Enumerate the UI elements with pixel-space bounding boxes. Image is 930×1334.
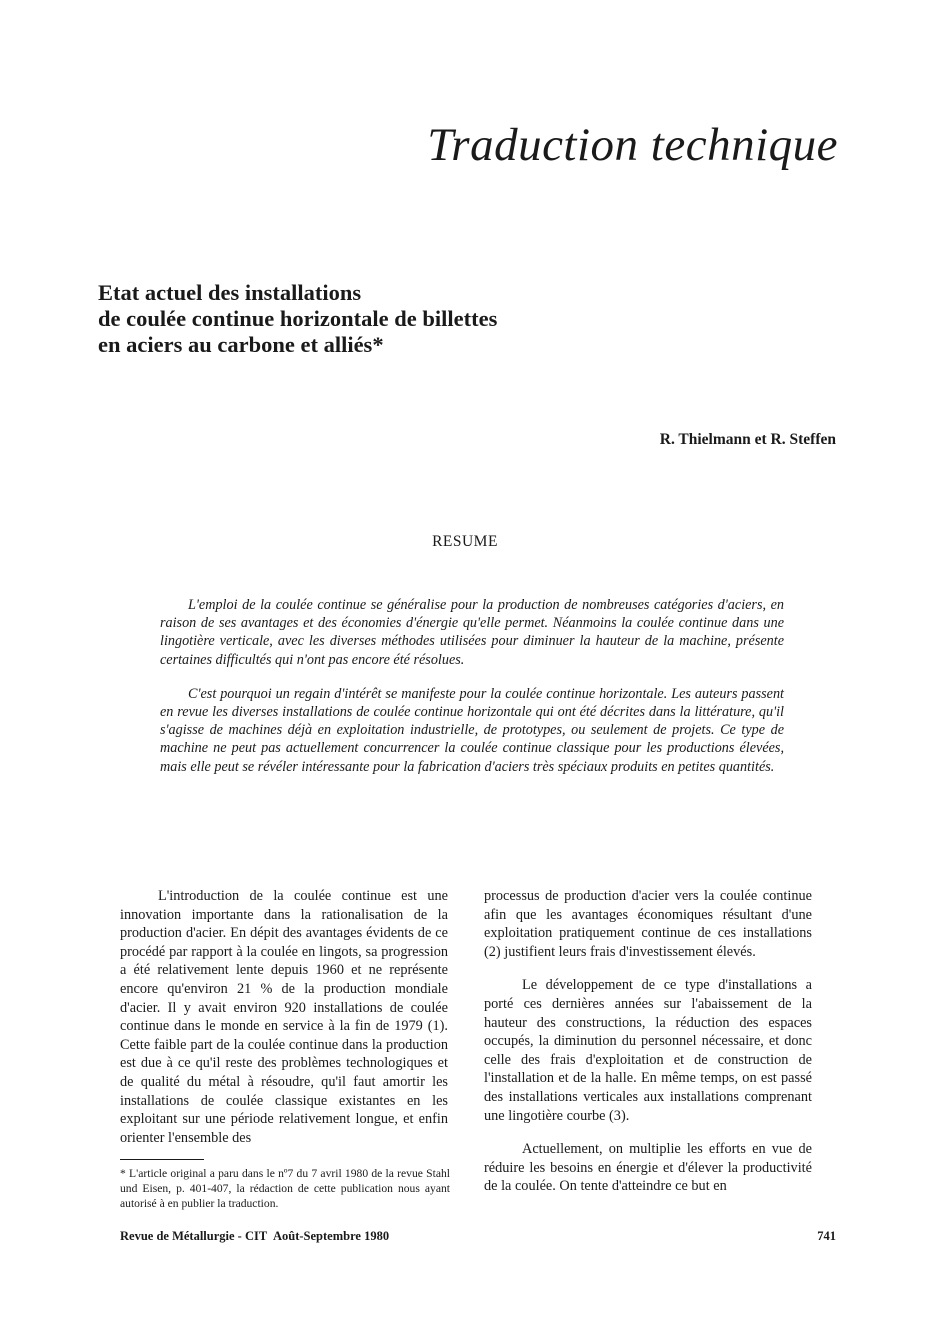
body-paragraph: L'introduction de la coulée continue est une innovation importante dans la rationalisation de la production d'acier. En dépit des avantages évidents de ce procédé par rapport à la coulée en lingots, sa progression a été relativement lente depuis 1960 et ne représente encore qu'environ 21 % de la production mondiale d'acier. Il y avait environ 920 installations de coulée continue dans le monde en service à la fin de 1979 (1). Cette faible part de la coulée continue dans la production est due à ce qu'il reste des problèmes technologiques et de qualité du métal à résoudre, qu'il faut amortir les installations de coulée classique existantes en les exploitant sur une période relativement longue, et enfin orienter l'ensemble des (120, 888, 448, 1146)
body-paragraph: Le développement de ce type d'installations a porté ces dernières années sur l'abaissement de la hauteur des constructions, la réduction des espaces occupés, la diminution du personnel nécessaire, et donc celle des frais d'exploitation et de construction de l'installation et de la halle. En même temps, on est passé des installations verticales aux installations comprenant une lingotière courbe (3). (484, 977, 812, 1124)
abstract (160, 596, 784, 792)
body-paragraph: processus de production d'acier vers la coulée continue afin que les avantages économiques résultant d'une exploitation pratiquement continue de ces installations (2) justifient leurs frais d'investissement élevés. (484, 888, 812, 960)
footnote: * L'article original a paru dans le nº7 du 7 avril 1980 de la revue Stahl und Eisen, p. 401-407, la rédaction de cette publication nous ayant autorisé à en publier la traduction. (120, 1167, 450, 1210)
authors: R. Thielmann et R. Steffen (659, 431, 836, 448)
article-title-line: en aciers au carbone et alliés* (98, 332, 384, 357)
footer-date: Août-Septembre 1980 (273, 1229, 390, 1243)
footnote-divider (120, 1159, 204, 1160)
page-number: 741 (817, 1229, 836, 1243)
resume-heading: RESUME (432, 533, 498, 550)
article-title (98, 280, 738, 358)
abstract-paragraph: C'est pourquoi un regain d'intérêt se manifeste pour la coulée continue horizontale. Les auteurs passent en revue les diverses installations de coulée continue horizontale qui ont été décrites dans la littérature, qu'il s'agisse de machines déjà en exploitation industrielle, de prototypes, ou seulement de projets. Ce type de machine ne peut pas actuellement concurrencer la coulée continue classique pour les productions élevées, mais elle peut se révéler intéressante pour la fabrication d'aciers très spéciaux produits en petites quantités. (160, 685, 784, 775)
section-title: Traduction technique (427, 119, 838, 171)
article-title-line: Etat actuel des installations (98, 280, 362, 305)
body-paragraph: Actuellement, on multiplie les efforts en vue de réduire les besoins en énergie et d'élever la productivité de la coulée. On tente d'atteindre ce but en (484, 1141, 812, 1195)
body-column-right (484, 887, 812, 1211)
footer-journal: Revue de Métallurgie - CIT (120, 1229, 268, 1243)
article-title-line: de coulée continue horizontale de billettes (98, 306, 498, 331)
body-column-left (120, 887, 448, 1162)
abstract-paragraph: L'emploi de la coulée continue se généralise pour la production de nombreuses catégories d'aciers, en raison de ses avantages et des économies d'énergie qu'elle permet. Néanmoins la coulée continue dans une lingotière verticale, avec les diverses méthodes utilisées pour diminuer la hauteur de la machine, présente certaines difficultés qui n'ont pas encore été résolues. (160, 597, 784, 668)
